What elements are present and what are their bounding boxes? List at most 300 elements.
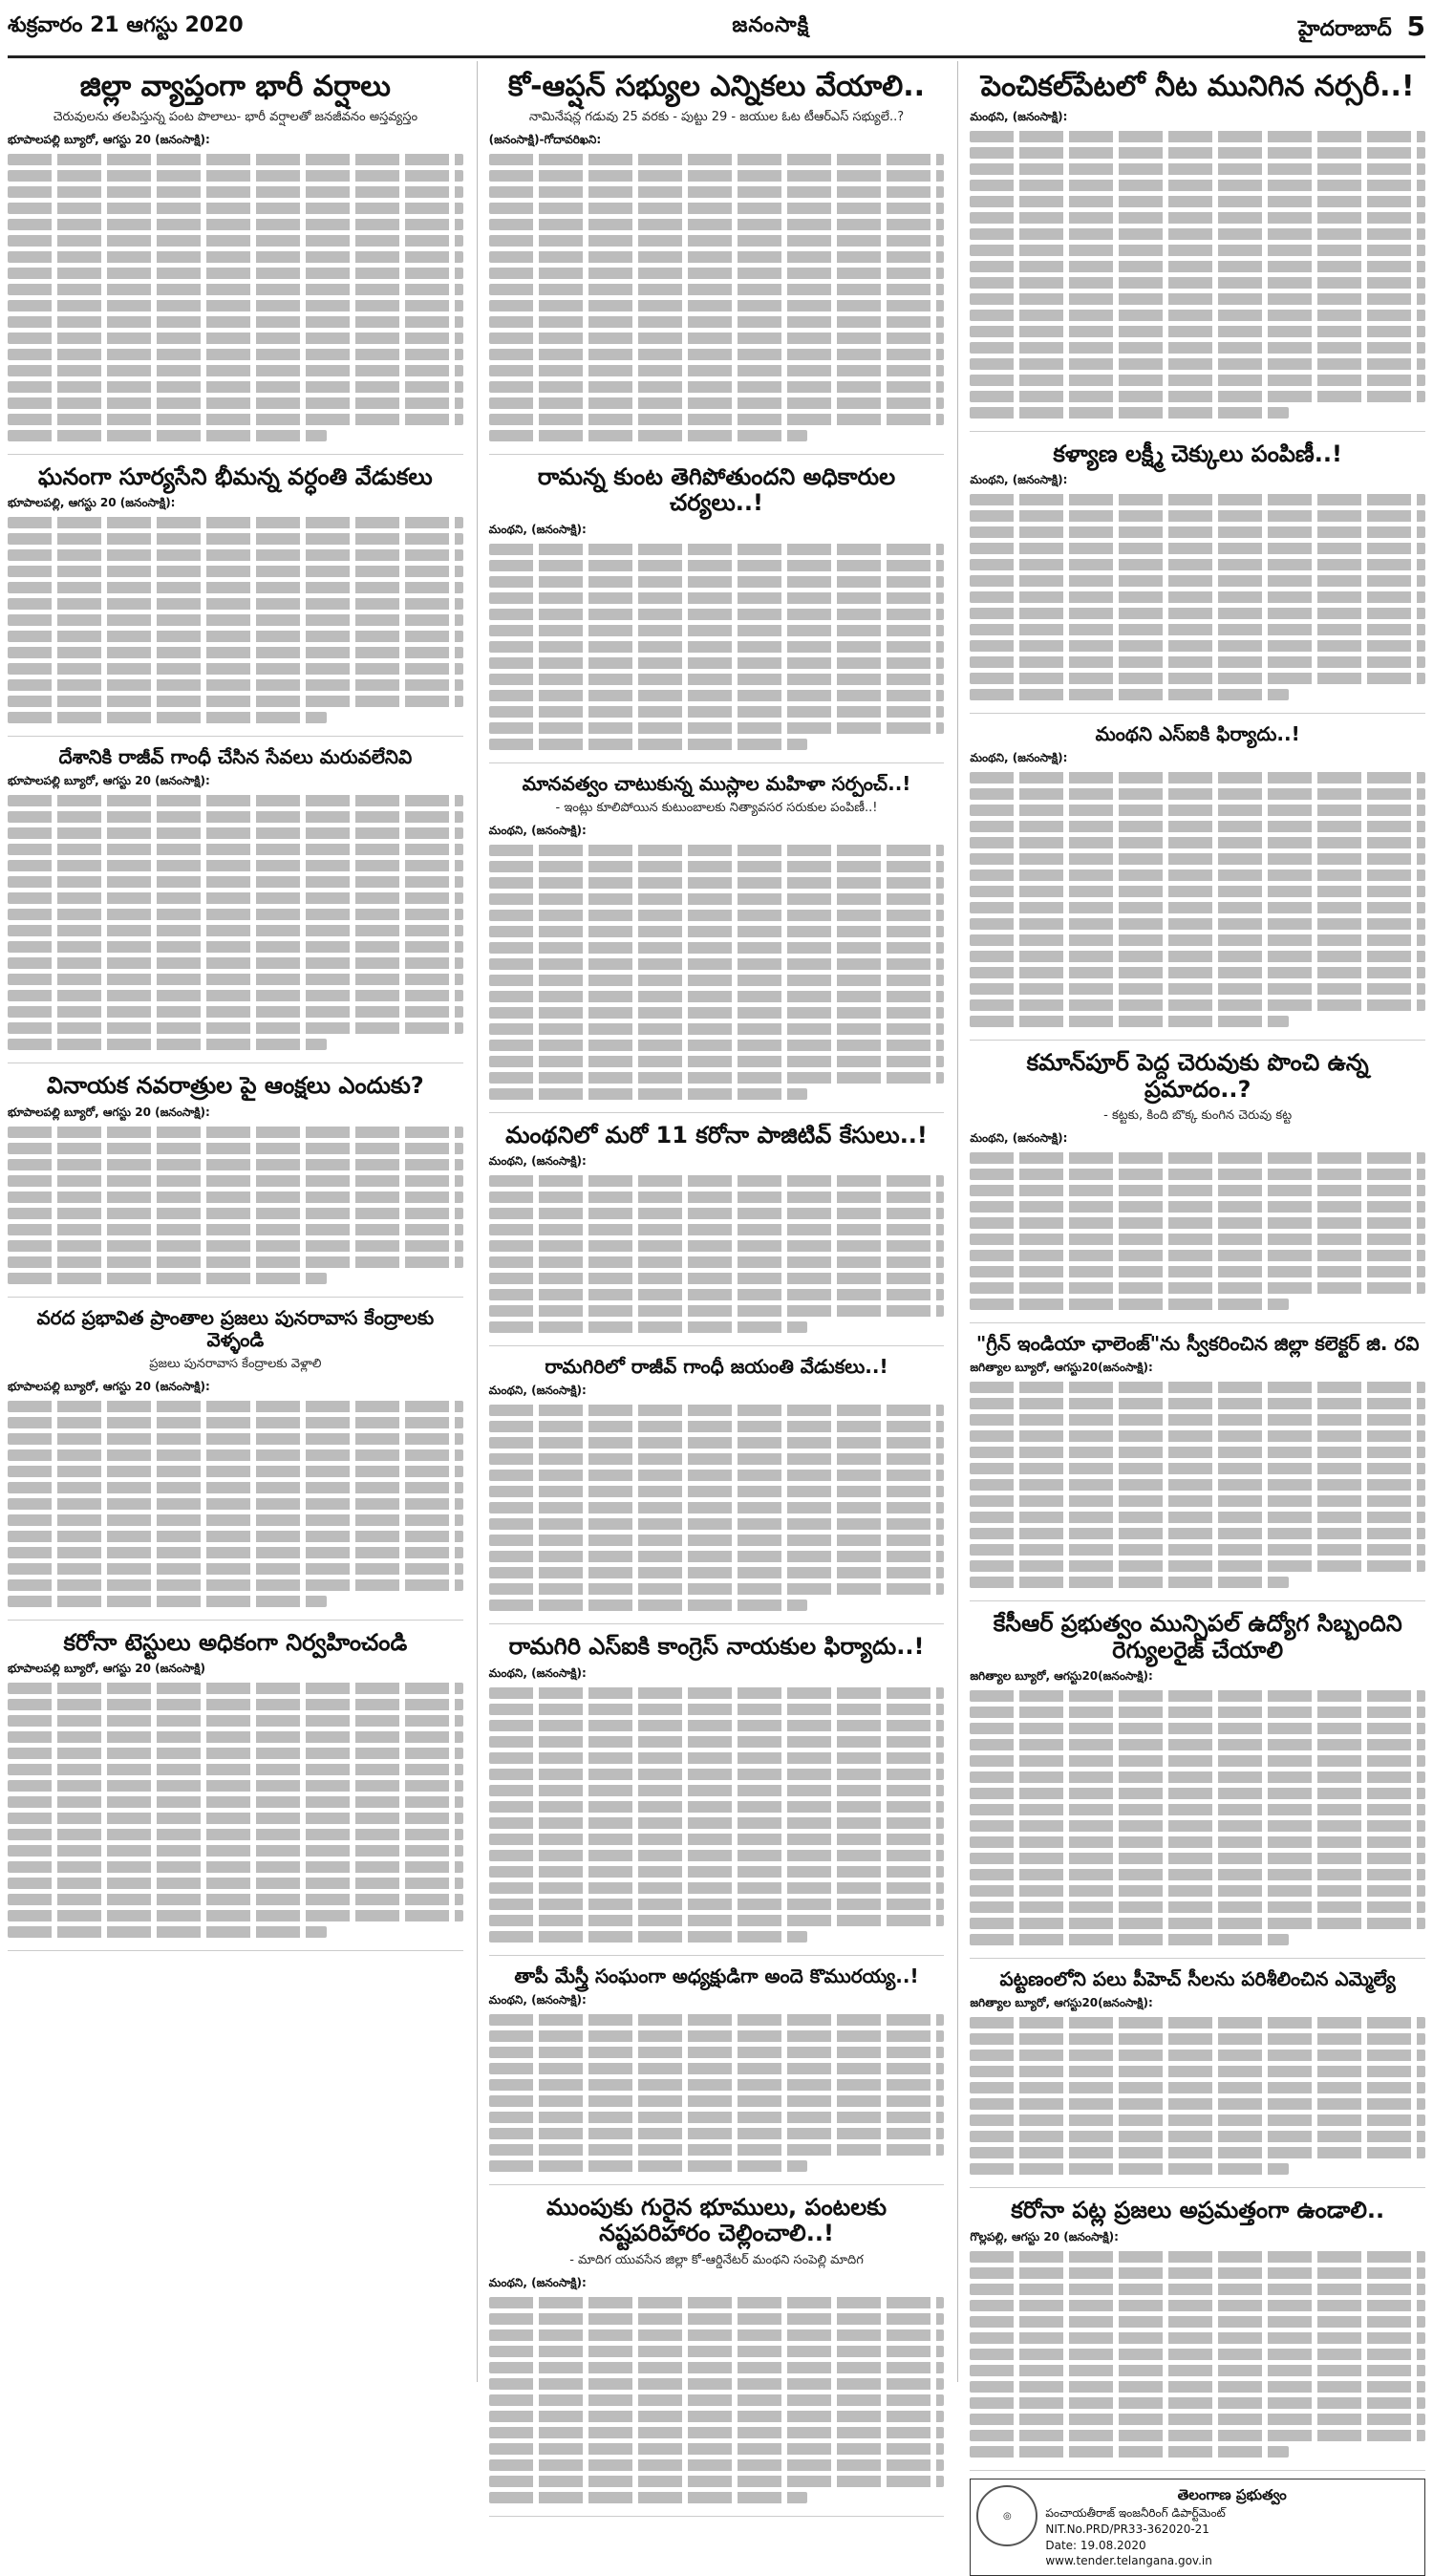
article-subheadline: చెరువులను తలపిస్తున్న పంట పొలాలు- భారీ వర్షాలతో జనజీవనం అస్తవ్యస్తం (53, 109, 418, 124)
body-text-line (489, 1072, 945, 1084)
article (8, 1621, 463, 1952)
article (970, 61, 1425, 432)
body-text-line (8, 284, 463, 295)
body-text-line (8, 974, 463, 985)
body-text-line (8, 925, 463, 936)
article (8, 455, 463, 738)
body-text-line (489, 1535, 945, 1546)
body-text-line (970, 1723, 1425, 1734)
body-text-line (489, 1518, 945, 1530)
body-text-line (970, 1447, 1425, 1458)
body-text-line (489, 657, 945, 669)
body-text-line (489, 235, 945, 247)
body-text-line (489, 300, 945, 311)
body-text-line (8, 1143, 463, 1154)
article-dateline: భూపాలపల్లి బ్యూరో, ఆగస్టు 20 (జనంసాక్షి): (8, 1379, 210, 1393)
body-text-line (8, 1796, 463, 1808)
body-text-line (8, 414, 463, 425)
body-text-line (489, 2095, 945, 2107)
body-text-line (8, 1531, 463, 1542)
article-dateline: మంథని, (జనంసాక్షి): (970, 109, 1068, 123)
body-text-line (489, 592, 945, 604)
article-headline: కో-ఆప్షన్ సభ్యుల ఎన్నికలు వేయాలి.. (507, 70, 926, 103)
body-text-line (8, 251, 463, 263)
body-text-line (970, 1836, 1425, 1848)
article-dateline: భూపాలపల్లి, ఆగస్టు 20 (జనంసాక్షి): (8, 496, 176, 510)
article-dateline: భూపాలపల్లి బ్యూరో, ఆగస్టు 20 (జనంసాక్షి): (8, 774, 210, 788)
body-text-line (8, 397, 463, 409)
article (970, 1959, 1425, 2188)
body-text-line (489, 1321, 808, 1333)
body-text-line (489, 1736, 945, 1748)
body-text-line (489, 397, 945, 409)
body-text-line (970, 983, 1425, 995)
body-text-line (489, 2459, 945, 2471)
body-text-line (489, 2476, 945, 2487)
body-text-line (489, 1421, 945, 1432)
body-text-line (970, 1512, 1425, 1523)
body-text-line (8, 811, 463, 823)
body-text-line (970, 673, 1425, 684)
body-text-line (970, 261, 1425, 272)
ad-nit: NIT.No.PRD/PR33-362020-21 (1045, 2522, 1209, 2536)
body-text-line (489, 1583, 945, 1595)
body-text-line (970, 967, 1425, 978)
article-headline: కరోనా టెస్టులు అధికంగా నిర్వహించండి (63, 1628, 408, 1656)
body-text-line (970, 575, 1425, 587)
article (970, 714, 1425, 1041)
body-text-line (8, 1498, 463, 1510)
body-text-line (970, 543, 1425, 554)
body-text-line (970, 131, 1425, 142)
body-text-line (970, 1250, 1425, 1261)
body-text-line (8, 1175, 463, 1187)
body-text-line (8, 1699, 463, 1710)
body-text-line (970, 853, 1425, 865)
body-text-line (489, 316, 945, 328)
body-text-line (8, 517, 463, 528)
article-headline: పట్టణంలోని పలు పీహెచ్ సీలను పరిశీలించిన ఎమ్మెల్యే (999, 1967, 1396, 1991)
body-text-line (8, 186, 463, 198)
article-dateline: మంథని, (జనంసాక్షి): (488, 1384, 587, 1398)
body-text-line (489, 560, 945, 571)
body-text-line (970, 2430, 1425, 2441)
body-text-line (8, 300, 463, 311)
body-text-line (489, 1273, 945, 1284)
body-text-line (970, 2147, 1425, 2158)
body-text-line (970, 951, 1425, 962)
body-text-line (489, 975, 945, 986)
body-text-line (8, 1273, 327, 1284)
body-text-line (8, 1748, 463, 1759)
body-text-line (8, 795, 463, 806)
body-text-line (489, 251, 945, 263)
body-text-line (970, 375, 1425, 386)
body-text-line (489, 1405, 945, 1416)
body-text-line (970, 1414, 1425, 1426)
ad-org: తెలంగాణ ప్రభుత్వం (1177, 2486, 1287, 2504)
body-text-line (489, 349, 945, 360)
body-text-line (489, 1720, 945, 1731)
body-text-line (8, 1127, 463, 1138)
article-dateline: జగిత్యాల బ్యూరో, ఆగస్టు20(జనంసాక్షి): (970, 1669, 1153, 1684)
body-text-line (489, 365, 945, 376)
body-text-line (970, 2300, 1425, 2311)
body-text-line (489, 910, 945, 921)
article-headline: కమాన్‌పూర్ పెద్ద చెరువుకు పొంచి ఉన్న ప్రమాదం..? (1026, 1049, 1369, 1103)
body-text-line (970, 1266, 1425, 1277)
article-headline: కేసీఆర్ ప్రభుత్వం మున్సిపల్ ఉద్యోగ సిబ్బందిని రెగ్యులరైజ్ చేయాలి (993, 1610, 1402, 1664)
body-text-line (970, 1820, 1425, 1832)
body-text-line (489, 893, 945, 905)
body-text-line (970, 772, 1425, 784)
article-headline: ఘనంగా సూర్యసేని భీమన్న వర్ధంతి వేడుకలు (37, 462, 433, 490)
body-text-line (489, 706, 945, 718)
body-text-line (8, 1780, 463, 1792)
body-text-line (970, 821, 1425, 832)
body-text-line (8, 631, 463, 642)
body-text-line (8, 663, 463, 675)
body-text-line (489, 203, 945, 214)
body-text-line (489, 1040, 945, 1051)
body-text-line (489, 2378, 945, 2390)
body-text-line (489, 2394, 945, 2406)
body-text-line (970, 1463, 1425, 1474)
article-dateline: భూపాలపల్లి బ్యూరో, ఆగస్టు 20 (జనంసాక్షి) (8, 1662, 206, 1676)
body-text-line (970, 1479, 1425, 1491)
body-text-line (970, 918, 1425, 930)
body-text-line (970, 624, 1425, 635)
body-text-line (970, 1707, 1425, 1718)
body-text-line (489, 674, 945, 685)
body-text-line (489, 1208, 945, 1219)
body-text-line (970, 196, 1425, 207)
edition-city: హైదరాబాద్ (1297, 16, 1392, 41)
article-subheadline: - కట్టకు, కింది బొక్క కుంగిన చెరువు కట్ట (1103, 1108, 1293, 1124)
body-text-line (8, 1926, 327, 1938)
body-text-line (970, 2332, 1425, 2344)
body-text-line (489, 1056, 945, 1067)
article-headline: రామగిరి ఎస్ఐకి కాంగ్రెస్ నాయకుల ఫిర్యాదు..! (508, 1633, 925, 1661)
body-text-line (8, 892, 463, 904)
body-text-line (970, 837, 1425, 848)
body-text-line (489, 2443, 945, 2455)
article-headline: రామన్న కుంట తెగిపోతుందని అధికారుల చర్యలు..! (537, 462, 896, 517)
body-text-line (489, 1704, 945, 1715)
body-text-line (970, 2066, 1425, 2077)
body-text-line (8, 647, 463, 658)
body-text-line (970, 2267, 1425, 2279)
body-text-line (970, 342, 1425, 354)
article-dateline: మంథని, (జనంసాక్షి): (488, 522, 587, 536)
body-text-line (489, 2329, 945, 2341)
body-text-line (970, 2446, 1289, 2458)
body-text-line (8, 957, 463, 969)
body-text-line (970, 1169, 1425, 1180)
body-text-line (8, 844, 463, 855)
body-text-line (8, 990, 463, 1001)
body-text-line (970, 245, 1425, 256)
body-text-line (8, 876, 463, 888)
article-subheadline: ప్రజలు పునరావాస కేంద్రాలకు వెళ్లాలి (149, 1356, 322, 1371)
body-text-line (8, 1894, 463, 1905)
body-text-line (8, 1022, 463, 1034)
body-text-line (970, 2131, 1425, 2142)
article-headline: "గ్రీన్ ఇండియా ఛాలెంజ్"ను స్వీకరించిన జిల్లా కలెక్టర్ జి. రవి (975, 1332, 1420, 1356)
body-text-line (489, 1850, 945, 1861)
body-text-line (8, 1514, 463, 1526)
body-text-line (8, 219, 463, 230)
body-text-line (489, 942, 945, 954)
body-text-line (8, 1563, 463, 1575)
body-text-line (489, 1785, 945, 1796)
body-text-line (970, 1918, 1425, 1929)
body-text-line (8, 679, 463, 691)
body-text-line (489, 1256, 945, 1268)
body-text-line (8, 349, 463, 360)
body-text-line (8, 430, 327, 441)
body-text-line (970, 510, 1425, 522)
body-text-line (489, 722, 945, 734)
body-text-line (8, 1401, 463, 1412)
body-text-line (489, 1305, 945, 1317)
body-text-line (489, 1224, 945, 1235)
body-text-line (489, 926, 945, 937)
article (489, 1346, 945, 1624)
body-text-line (970, 1382, 1425, 1393)
article-dateline: జగిత్యాల బ్యూరో, ఆగస్టు20(జనంసాక్షి): (970, 1361, 1153, 1375)
body-text-line (489, 284, 945, 295)
article-subheadline: - మాదిగ యువసేన జిల్లా కో-ఆర్డినేటర్ మంథని సంపెల్లి మాదిగ (569, 2253, 864, 2268)
body-text-line (489, 2297, 945, 2308)
body-text-line (489, 430, 808, 441)
body-text-line (489, 1007, 945, 1019)
body-text-line (489, 2427, 945, 2438)
body-text-line (970, 1201, 1425, 1213)
body-text-line (8, 170, 463, 182)
body-text-line (970, 689, 1289, 700)
body-text-line (489, 2014, 945, 2026)
body-text-line (970, 1901, 1425, 1913)
body-text-line (489, 1801, 945, 1813)
body-text-line (8, 381, 463, 393)
body-text-line (8, 1596, 327, 1607)
body-text-line (970, 1185, 1425, 1196)
body-text-line (489, 1687, 945, 1699)
body-text-line (970, 2163, 1289, 2175)
body-text-line (970, 147, 1425, 159)
body-text-line (489, 625, 945, 636)
article-headline: తాపీ మేస్త్రీ సంఘంగా అధ్యక్షుడిగా అందె కొమురయ్య..! (514, 1964, 919, 1987)
article (489, 1956, 945, 2185)
body-text-line (8, 1829, 463, 1840)
body-text-line (489, 1866, 945, 1878)
article (489, 455, 945, 763)
article-dateline: మంథని, (జనంసాక్షి): (488, 823, 587, 837)
body-text-line (489, 1453, 945, 1465)
body-text-line (489, 154, 945, 165)
ad-dept: పంచాయతీరాజ్ ఇంజనీరింగ్ డిపార్ట్‌మెంట్ (1045, 2506, 1226, 2521)
body-text-line (8, 549, 463, 561)
body-text-line (970, 902, 1425, 913)
body-text-line (970, 788, 1425, 800)
edition (1298, 11, 1425, 46)
body-text-line (489, 2313, 945, 2325)
article (970, 1041, 1425, 1323)
body-text-line (970, 608, 1425, 619)
body-text-line (8, 1731, 463, 1743)
body-text-line (489, 1567, 945, 1578)
article-subheadline: నామినేషన్ల గడువు 25 వరకు - పుట్టు 29 - జయుల ఓట టీఆర్ఎస్ సభ్యులే..? (528, 109, 905, 124)
body-text-line (970, 1690, 1425, 1702)
body-text-line (8, 1547, 463, 1558)
body-text-line (970, 1755, 1425, 1767)
body-text-line (489, 2047, 945, 2058)
body-text-line (970, 2397, 1425, 2409)
body-text-line (970, 1217, 1425, 1229)
article-dateline: మంథని, (జనంసాక్షి): (488, 2276, 587, 2290)
body-text-line (970, 1771, 1425, 1783)
article-headline: ముంపుకు గురైన భూములు, పంటలకు నష్టపరిహారం చెల్లించాలి..! (545, 2193, 888, 2247)
article-dateline: భూపాలపల్లి బ్యూరో, ఆగస్టు 20 (జనంసాక్షి): (8, 1105, 210, 1119)
article (489, 2185, 945, 2517)
body-text-line (970, 805, 1425, 816)
body-text-line (8, 533, 463, 545)
article-subheadline: - ఇంట్లు కూలిపోయిన కుటుంబాలకు నిత్యావసర సరుకుల పంపిణీ..! (555, 800, 878, 815)
body-text-line (489, 1240, 945, 1252)
body-text-line (489, 1752, 945, 1764)
body-text-line (8, 1813, 463, 1824)
body-text-line (970, 2316, 1425, 2328)
body-text-line (970, 180, 1425, 191)
body-text-line (489, 544, 945, 555)
body-text-line (489, 690, 945, 701)
body-text-line (8, 203, 463, 214)
body-text-line (970, 1495, 1425, 1507)
body-text-line (970, 1016, 1289, 1027)
article (970, 1323, 1425, 1601)
body-text-line (8, 860, 463, 871)
body-text-line (489, 1088, 808, 1100)
body-text-line (8, 582, 463, 593)
govt-seal-icon: ◎ (976, 2485, 1037, 2546)
article (970, 1601, 1425, 1959)
body-text-line (970, 358, 1425, 370)
body-text-line (970, 886, 1425, 897)
body-text-line (970, 212, 1425, 224)
article-headline: మంథనిలో మరో 11 కరోనా పాజిటివ్ కేసులు..! (505, 1121, 928, 1148)
body-text-line (489, 1486, 945, 1497)
body-text-line (970, 2033, 1425, 2045)
body-text-line (8, 1191, 463, 1203)
body-text-line (8, 696, 463, 707)
article-dateline: మంథని, (జనంసాక్షి): (970, 473, 1068, 487)
body-text-line (970, 869, 1425, 881)
body-text-line (8, 316, 463, 328)
body-text-line (8, 598, 463, 610)
body-text-line (970, 526, 1425, 538)
body-text-line (8, 1878, 463, 1889)
body-text-line (970, 2365, 1425, 2376)
article-headline: కళ్యాణ లక్ష్మీ చెక్కులు పంపిణీ..! (1053, 440, 1342, 467)
body-text-line (970, 1398, 1425, 1409)
article (8, 61, 463, 455)
body-text-line (489, 1437, 945, 1449)
body-text-line (489, 877, 945, 889)
article-dateline: గొల్లపల్లి, ఆగస్టు 20 (జనంసాక్షి): (970, 2230, 1119, 2244)
body-text-line (489, 2362, 945, 2373)
body-text-line (489, 1817, 945, 1829)
body-text-line (970, 1804, 1425, 1815)
body-text-line (489, 1502, 945, 1513)
body-text-line (8, 909, 463, 920)
article-headline: రామగిరిలో రాజీవ్ గాంధీ జయంతి వేడుకలు..! (545, 1355, 888, 1379)
article-headline: పెంచికల్‌పేటలో నీట మునిగిన నర్సరీ..! (980, 70, 1415, 103)
body-text-line (489, 2144, 945, 2156)
body-text-line (970, 228, 1425, 240)
body-text-line (489, 219, 945, 230)
body-text-line (970, 277, 1425, 289)
body-text-line (8, 1208, 463, 1219)
body-text-line (8, 1910, 463, 1921)
body-text-line (970, 1560, 1425, 1572)
body-text-line (970, 1544, 1425, 1556)
body-text-line (489, 1899, 945, 1910)
body-text-line (970, 1282, 1425, 1294)
body-text-line (489, 381, 945, 393)
body-text-line (489, 1834, 945, 1845)
body-text-line (970, 2082, 1425, 2093)
body-text-line (8, 333, 463, 344)
body-text-line (8, 1449, 463, 1461)
body-text-line (489, 1769, 945, 1780)
column-right (957, 61, 1425, 2568)
body-text-line (489, 1023, 945, 1035)
body-text-line (970, 326, 1425, 337)
article (8, 1298, 463, 1621)
body-text-line (970, 494, 1425, 505)
body-text-line (8, 1433, 463, 1445)
article-headline: దేశానికి రాజీవ్ గాంధీ చేసిన సేవలు మరువలేనివి (58, 745, 413, 769)
body-text-line (489, 2346, 945, 2357)
body-text-line (489, 1289, 945, 1300)
body-text-line (489, 1470, 945, 1481)
body-text-line (8, 566, 463, 577)
body-text-line (489, 2411, 945, 2422)
issue-date: శుక్రవారం 21 ఆగస్టు 2020 (8, 13, 244, 37)
body-text-line (489, 991, 945, 1002)
body-text-line (8, 365, 463, 376)
body-text-line (489, 1191, 945, 1203)
body-text-line (970, 2251, 1425, 2263)
article-dateline: మంథని, (జనంసాక్షి): (488, 1665, 587, 1680)
masthead (8, 0, 1425, 58)
column-left (8, 61, 463, 2382)
body-text-line (8, 712, 327, 723)
body-text-line (489, 1551, 945, 1562)
article-headline: జిల్లా వ్యాప్తంగా భారీ వర్షాలు (79, 70, 391, 103)
ad-site: www.tender.telangana.gov.in (1045, 2554, 1212, 2568)
article-headline: కరోనా పట్ల ప్రజలు అప్రమత్తంగా ఉండాలి.. (1011, 2197, 1385, 2224)
body-text-line (489, 2112, 945, 2123)
body-text-line (970, 310, 1425, 321)
body-text-line (970, 559, 1425, 570)
body-text-line (970, 1234, 1425, 1245)
body-text-line (970, 293, 1425, 305)
body-text-line (970, 2017, 1425, 2029)
body-text-line (970, 640, 1425, 652)
column-middle (477, 61, 945, 2382)
